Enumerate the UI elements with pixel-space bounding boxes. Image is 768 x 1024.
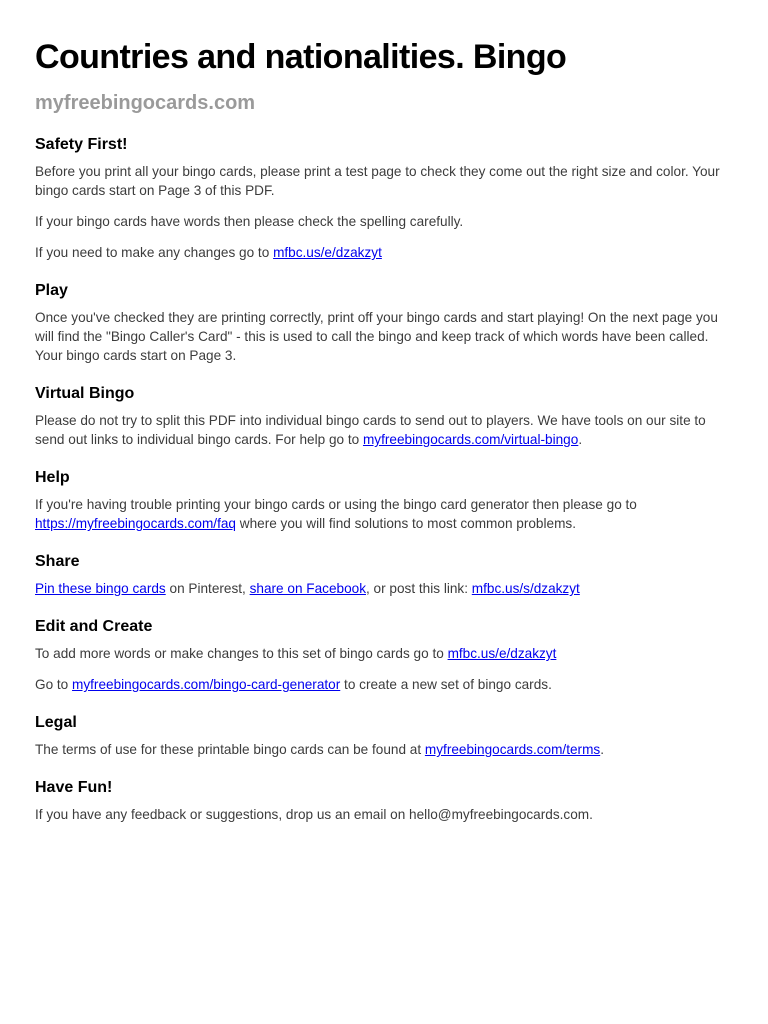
facebook-share-link[interactable]: share on Facebook (249, 581, 366, 596)
pinterest-link[interactable]: Pin these bingo cards (35, 581, 166, 596)
help-text: If you're having trouble printing your bingo cards or using the bingo card generator then please go to (35, 497, 637, 512)
fun-paragraph: If you have any feedback or suggestions, drop us an email on hello@myfreebingocards.com. (35, 807, 593, 822)
safety-paragraph-3 (35, 243, 733, 262)
legal-text: The terms of use for these printable bingo cards can be found at (35, 742, 425, 757)
edit-paragraph-1 (35, 644, 733, 663)
section-virtual-bingo (35, 383, 733, 449)
section-share (35, 551, 733, 598)
play-paragraph: Once you've checked they are printing correctly, print off your bingo cards and start playing! On the next page you will find the "Bingo Caller's Card" - this is used to call the bingo and keep track of which words have been called. Your bingo cards start on Page 3. (35, 310, 718, 363)
help-paragraph (35, 495, 733, 533)
faq-link[interactable]: https://myfreebingocards.com/faq (35, 516, 236, 531)
section-have-fun (35, 777, 733, 824)
section-heading: Play (35, 282, 68, 299)
virtual-text-end: . (578, 432, 583, 447)
generator-link[interactable]: myfreebingocards.com/bingo-card-generator (72, 677, 341, 692)
section-heading: Legal (35, 714, 77, 731)
share-short-link[interactable]: mfbc.us/s/dzakzyt (471, 581, 580, 596)
edit-paragraph-2 (35, 675, 733, 694)
edit-text: Go to (35, 677, 73, 692)
edit-link[interactable]: mfbc.us/e/dzakzyt (447, 646, 557, 661)
virtual-bingo-link[interactable]: myfreebingocards.com/virtual-bingo (362, 432, 579, 447)
section-help (35, 467, 733, 533)
section-heading: Share (35, 553, 80, 570)
help-text-end: where you will find solutions to most common problems. (235, 516, 576, 531)
terms-link[interactable]: myfreebingocards.com/terms (424, 742, 601, 757)
safety-text: If you need to make any changes go to (35, 245, 274, 260)
edit-text-end: to create a new set of bingo cards. (340, 677, 552, 692)
share-paragraph (35, 579, 733, 598)
section-edit-and-create (35, 616, 733, 694)
legal-text-end: . (600, 742, 604, 757)
edit-link[interactable]: mfbc.us/e/dzakzyt (273, 245, 382, 260)
legal-paragraph (35, 740, 733, 759)
virtual-text: Please do not try to split this PDF into individual bingo cards to send out to players. We have tools on our site to send out links to individual bingo cards. For help go to (35, 413, 706, 447)
section-heading: Edit and Create (35, 618, 153, 635)
site-name: myfreebingocards.com (35, 92, 256, 114)
edit-text: To add more words or make changes to this set of bingo cards go to (35, 646, 448, 661)
section-play (35, 280, 733, 365)
section-heading: Safety First! (35, 136, 128, 153)
safety-paragraph-2: If your bingo cards have words then please check the spelling carefully. (35, 214, 464, 229)
section-safety-first (35, 134, 733, 262)
section-heading: Have Fun! (35, 779, 113, 796)
share-text: on Pinterest, (165, 581, 250, 596)
page-title: Countries and nationalities. Bingo (35, 38, 567, 76)
section-heading: Help (35, 469, 70, 486)
virtual-paragraph (35, 411, 733, 449)
safety-paragraph-1: Before you print all your bingo cards, please print a test page to check they come out the right size and color. Your bingo cards start on Page 3 of this PDF. (35, 164, 720, 198)
section-heading: Virtual Bingo (35, 385, 135, 402)
share-text: , or post this link: (366, 581, 472, 596)
section-legal (35, 712, 733, 759)
